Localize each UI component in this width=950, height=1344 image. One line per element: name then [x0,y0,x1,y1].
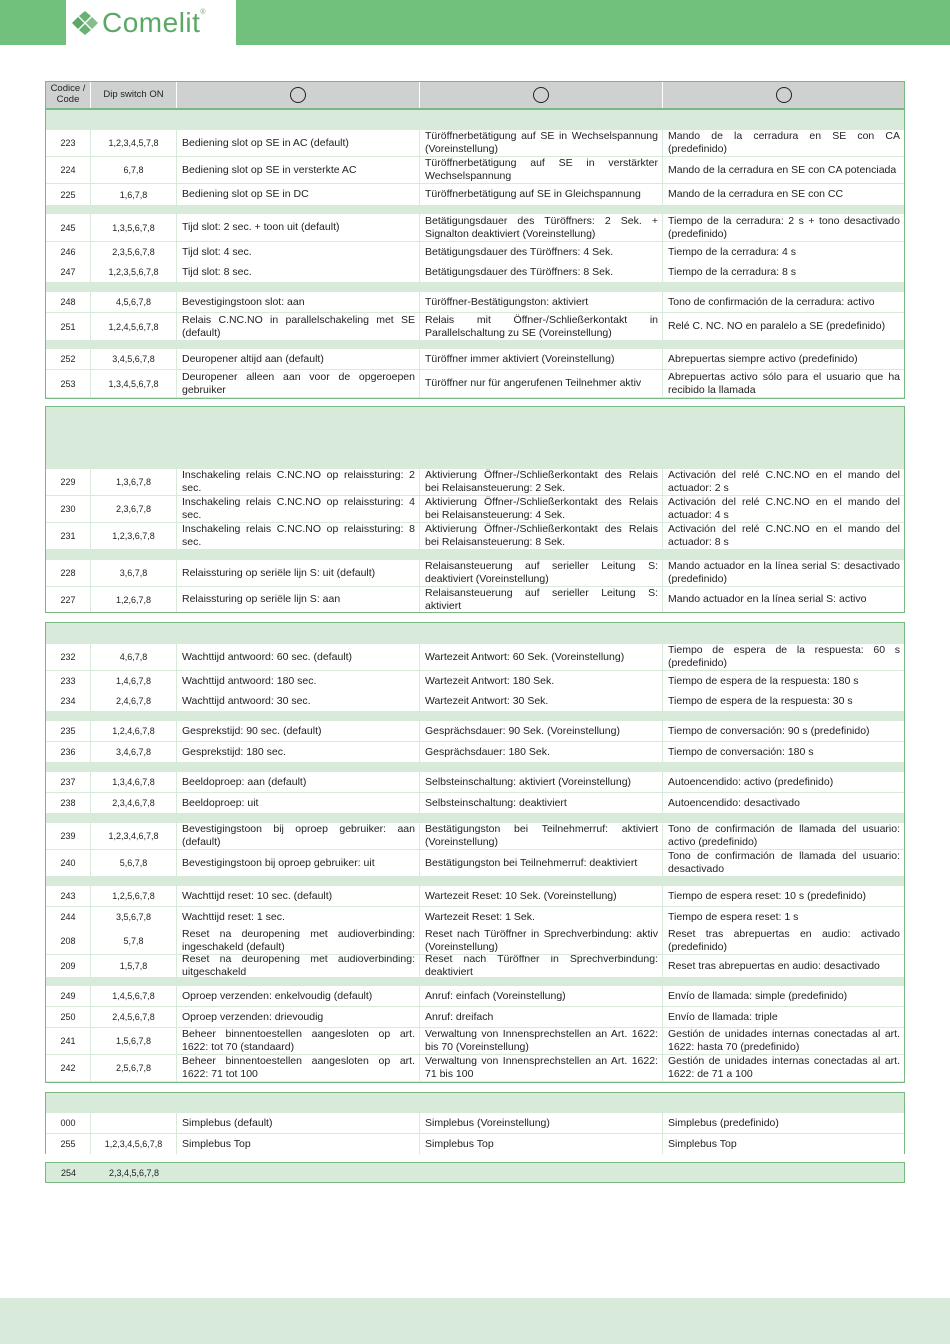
table-row [46,721,904,741]
dip-cell: 2,4,5,6,7,8 [91,1007,177,1027]
text-de-cell: Aktivierung Öffner-/Schließerkontakt des Relais bei Relaisansteuerung: 4 Sek. [420,496,663,522]
text-es-cell: Envío de llamada: triple [668,1010,778,1023]
dip-cell: 1,2,3,4,5,7,8 [91,130,177,156]
table-row [46,1007,904,1027]
text-de-cell [420,1163,663,1182]
text-de-cell: Relais mit Öffner-/Schließerkontakt in Parallelschaltung zu SE (Voreinstellung) [420,313,663,340]
text-es-cell: Mando de la cerradura en SE con CC [668,188,844,201]
text-de-cell: Türöffner-Bestätigungston: aktiviert [420,292,663,312]
dip-cell: 1,2,3,4,5,6,7,8 [91,1134,177,1154]
text-de-cell: Anruf: einfach (Voreinstellung) [420,986,663,1006]
dip-cell: 1,3,4,6,7,8 [91,772,177,792]
text-es-cell: Tiempo de espera de la respuesta: 180 s [668,674,859,687]
text-de-cell: Türöffner immer aktiviert (Voreinstellung) [420,349,663,369]
dip-cell: 1,3,4,5,6,7,8 [91,370,177,397]
code-cell: 229 [46,469,91,495]
text-de-cell: Bestätigungston bei Teilnehmerruf: deaktiviert [420,850,663,876]
dip-cell: 2,5,6,7,8 [91,1055,177,1081]
section-timing [45,622,905,1083]
circle-icon [776,87,792,103]
text-es-cell: Gestión de unidades internas conectadas al art. 1622: de 71 a 100 [668,1055,900,1080]
text-de-cell: Selbsteinschaltung: aktiviert (Voreinstellung) [420,772,663,792]
text-de-cell: Wartezeit Antwort: 180 Sek. [420,671,663,691]
text-nl-cell: Wachttijd antwoord: 180 sec. [177,671,420,691]
text-nl-cell: Wachttijd reset: 1 sec. [177,907,420,927]
text-nl-cell: Oproep verzenden: enkelvoudig (default) [177,986,420,1006]
registered-mark: ® [200,9,206,16]
text-de-cell: Gesprächsdauer: 180 Sek. [420,742,663,762]
text-nl-cell: Relais C.NC.NO in parallelschakeling met SE (default) [177,313,420,340]
text-es-cell: Activación del relé C.NC.NO en el mando del actuador: 2 s [668,469,900,494]
code-cell: 236 [46,742,91,762]
table-row [46,469,904,495]
text-nl-cell: Reset na deuropening met audioverbinding: uitgeschakeld [177,955,420,977]
table-row [46,587,904,612]
header-lang-de [420,82,663,108]
text-de-cell: Relaisansteuerung auf serieller Leitung S: deaktiviert (Voreinstellung) [420,560,663,586]
text-es-cell: Tiempo de espera de la respuesta: 30 s [668,694,853,707]
dip-cell: 2,3,5,6,7,8 [91,242,177,262]
code-cell: 224 [46,157,91,183]
code-cell: 209 [46,955,91,977]
dip-cell: 3,5,6,7,8 [91,907,177,927]
text-de-cell: Betätigungsdauer des Türöffners: 4 Sek. [420,242,663,262]
table-row [46,671,904,691]
code-cell: 242 [46,1055,91,1081]
circle-icon [533,87,549,103]
dip-cell: 1,2,3,5,6,7,8 [91,262,177,282]
header-dip: Dip switch ON [91,82,177,108]
text-es-cell: Abrepuertas activo sólo para el usuario que ha recibido la llamada [668,370,900,396]
text-es-cell: Tiempo de conversación: 180 s [668,745,814,758]
text-nl-cell: Oproep verzenden: drievoudig [177,1007,420,1027]
text-es-cell: Tono de confirmación de llamada del usuario: activo (predefinido) [668,823,900,848]
text-nl-cell: Gesprekstijd: 90 sec. (default) [177,721,420,741]
dip-cell: 6,7,8 [91,157,177,183]
dip-cell: 3,6,7,8 [91,560,177,586]
table-row [46,691,904,711]
text-nl-cell: Bevestigingstoon slot: aan [177,292,420,312]
text-es-cell: Mando de la cerradura en SE con CA (predefinido) [668,130,900,155]
text-de-cell: Betätigungsdauer des Türöffners: 8 Sek. [420,262,663,282]
table-row [46,313,904,340]
dip-cell: 1,2,3,4,6,7,8 [91,823,177,849]
text-es-cell [663,1163,904,1182]
text-es-cell: Envío de llamada: simple (predefinido) [668,989,848,1002]
text-es-cell: Tiempo de espera de la respuesta: 60 s (predefinido) [668,644,900,669]
comelit-logo [66,0,236,45]
code-cell: 230 [46,496,91,522]
dip-cell: 1,5,6,7,8 [91,1028,177,1054]
bottom-band [0,1298,950,1344]
text-es-cell: Tiempo de espera reset: 10 s (predefinido) [668,889,867,902]
text-nl-cell: Wachttijd antwoord: 30 sec. [177,691,420,711]
header-code: Codice / Code [46,82,91,108]
dip-cell: 1,6,7,8 [91,184,177,205]
text-nl-cell: Wachttijd reset: 10 sec. (default) [177,886,420,906]
text-de-cell: Bestätigungston bei Teilnehmerruf: aktiviert (Voreinstellung) [420,823,663,849]
code-cell: 254 [60,1167,77,1178]
code-cell: 228 [46,560,91,586]
dip-cell: 3,4,6,7,8 [91,742,177,762]
dip-cell: 5,6,7,8 [91,850,177,876]
text-nl-cell: Beeldoproep: uit [177,793,420,813]
text-de-cell: Türöffnerbetätigung auf SE in verstärkter Wechselspannung [420,157,663,183]
text-es-cell: Reset tras abrepuertas en audio: desactivado [668,959,880,972]
table-row [46,560,904,586]
text-es-cell: Tono de confirmación de llamada del usuario: desactivado [668,850,900,875]
text-es-cell: Tiempo de conversación: 90 s (predefinido) [668,724,870,737]
text-de-cell: Wartezeit Reset: 1 Sek. [420,907,663,927]
text-de-cell: Wartezeit Reset: 10 Sek. (Voreinstellung) [420,886,663,906]
table-row [46,1055,904,1081]
table-row [46,349,904,369]
table-row [46,823,904,849]
dip-cell: 2,3,4,5,6,7,8 [108,1167,160,1178]
table-row [46,1134,904,1154]
text-es-cell: Mando actuador en la línea serial S: activo [668,593,867,606]
dip-cell: 1,2,4,6,7,8 [91,721,177,741]
dip-cell: 3,4,5,6,7,8 [91,349,177,369]
table-row [46,886,904,906]
code-cell: 239 [46,823,91,849]
text-nl-cell [177,1163,420,1182]
code-cell: 253 [46,370,91,397]
table-row [46,793,904,813]
text-es-cell: Mando actuador en la línea serial S: desactivado (predefinido) [668,560,900,585]
text-nl-cell: Tijd slot: 4 sec. [177,242,420,262]
text-nl-cell: Bediening slot op SE in versterkte AC [177,157,420,183]
dip-cell: 1,5,7,8 [91,955,177,977]
table-row [46,927,904,954]
dip-cell: 1,3,5,6,7,8 [91,214,177,241]
text-es-cell: Mando de la cerradura en SE con CA potenciada [668,163,897,176]
code-cell: 208 [46,927,91,954]
text-de-cell: Relaisansteuerung auf serieller Leitung S: aktiviert [420,587,663,612]
text-nl-cell: Relaissturing op seriële lijn S: aan [177,587,420,612]
code-cell: 232 [46,644,91,670]
text-es-cell: Tono de confirmación de la cerradura: activo [668,295,875,308]
dip-cell: 1,2,3,6,7,8 [91,523,177,549]
dip-cell: 4,5,6,7,8 [91,292,177,312]
text-es-cell: Tiempo de la cerradura: 2 s + tono desactivado (predefinido) [668,214,900,240]
comelit-mark-icon [70,11,100,35]
text-nl-cell: Relaissturing op seriële lijn S: uit (default) [177,560,420,586]
table-row [46,184,904,205]
text-de-cell: Türöffnerbetätigung auf SE in Gleichspannung [420,184,663,205]
text-es-cell: Simplebus Top [668,1137,737,1150]
code-cell: 235 [46,721,91,741]
text-de-cell: Wartezeit Antwort: 30 Sek. [420,691,663,711]
code-cell: 241 [46,1028,91,1054]
text-nl-cell: Inschakeling relais C.NC.NO op relaissturing: 2 sec. [177,469,420,495]
dip-cell: 2,3,4,6,7,8 [91,793,177,813]
text-de-cell: Aktivierung Öffner-/Schließerkontakt des Relais bei Relaisansteuerung: 2 Sek. [420,469,663,495]
table-row [46,1113,904,1133]
table-row [46,523,904,549]
table-row [46,130,904,156]
table-row [46,292,904,312]
code-cell: 227 [46,587,91,612]
table-row [46,370,904,397]
table-row [46,214,904,241]
code-cell: 249 [46,986,91,1006]
code-cell: 248 [46,292,91,312]
code-cell: 251 [46,313,91,340]
text-de-cell: Selbsteinschaltung: deaktiviert [420,793,663,813]
text-de-cell: Simplebus Top [420,1134,663,1154]
header-lang-es [663,82,904,108]
text-de-cell: Türöffner nur für angerufenen Teilnehmer aktiv [420,370,663,397]
dip-cell: 2,4,6,7,8 [91,691,177,711]
dip-cell: 1,2,5,6,7,8 [91,886,177,906]
text-es-cell: Relé C. NC. NO en paralelo a SE (predefinido) [668,320,886,333]
text-nl-cell: Beeldoproep: aan (default) [177,772,420,792]
dip-cell: 2,3,6,7,8 [91,496,177,522]
code-cell: 250 [46,1007,91,1027]
text-de-cell: Betätigungsdauer des Türöffners: 2 Sek. + Signalton deaktiviert (Voreinstellung) [420,214,663,241]
code-cell: 238 [46,793,91,813]
dip-cell: 1,4,5,6,7,8 [91,986,177,1006]
text-de-cell: Anruf: dreifach [420,1007,663,1027]
table-row [46,850,904,876]
text-de-cell: Reset nach Türöffner in Sprechverbindung: aktiv (Voreinstellung) [420,927,663,954]
text-nl-cell: Simplebus (default) [177,1113,420,1133]
text-nl-cell: Beheer binnentoestellen aangesloten op art. 1622: tot 70 (standaard) [177,1028,420,1054]
table-row [46,157,904,183]
text-nl-cell: Bediening slot op SE in AC (default) [177,130,420,156]
section-simplebus [45,1092,905,1154]
code-cell: 252 [46,349,91,369]
code-cell: 245 [46,214,91,241]
text-nl-cell: Tijd slot: 8 sec. [177,262,420,282]
text-es-cell: Autoencendido: activo (predefinido) [668,775,834,788]
code-cell: 234 [46,691,91,711]
code-cell: 243 [46,886,91,906]
text-es-cell: Simplebus (predefinido) [668,1116,779,1129]
code-cell: 000 [46,1113,91,1133]
text-nl-cell: Wachttijd antwoord: 60 sec. (default) [177,644,420,670]
dip-cell: 4,6,7,8 [91,644,177,670]
section-254 [45,1162,905,1183]
code-cell: 244 [46,907,91,927]
text-nl-cell: Simplebus Top [177,1134,420,1154]
text-de-cell: Türöffnerbetätigung auf SE in Wechselspannung (Voreinstellung) [420,130,663,156]
text-de-cell: Wartezeit Antwort: 60 Sek. (Voreinstellung) [420,644,663,670]
dip-cell: 1,3,6,7,8 [91,469,177,495]
table-row [46,742,904,762]
table-row [46,986,904,1006]
dip-cell: 1,4,6,7,8 [91,671,177,691]
code-cell: 223 [46,130,91,156]
code-cell: 240 [46,850,91,876]
code-cell: 225 [46,184,91,205]
text-nl-cell: Deuropener alleen aan voor de opgeroepen gebruiker [177,370,420,397]
text-nl-cell: Gesprekstijd: 180 sec. [177,742,420,762]
code-cell: 233 [46,671,91,691]
code-cell: 246 [46,242,91,262]
code-cell: 237 [46,772,91,792]
table-row [46,496,904,522]
text-es-cell: Abrepuertas siempre activo (predefinido) [668,352,858,365]
header-lang-nl [177,82,420,108]
table-row [46,644,904,670]
dip-cell [91,1113,177,1133]
code-cell: 247 [46,262,91,282]
circle-icon [290,87,306,103]
text-de-cell: Verwaltung von Innensprechstellen an Art. 1622: 71 bis 100 [420,1055,663,1081]
code-cell: 255 [46,1134,91,1154]
text-es-cell: Activación del relé C.NC.NO en el mando del actuador: 8 s [668,523,900,548]
text-es-cell: Reset tras abrepuertas en audio: activado (predefinido) [668,927,900,953]
text-nl-cell: Deuropener altijd aan (default) [177,349,420,369]
text-nl-cell: Tijd slot: 2 sec. + toon uit (default) [177,214,420,241]
dip-cell: 5,7,8 [91,927,177,954]
dip-cell: 1,2,6,7,8 [91,587,177,612]
section-lock [45,109,905,399]
table-row [46,955,904,977]
table-row [46,1028,904,1054]
text-es-cell: Activación del relé C.NC.NO en el mando del actuador: 4 s [668,496,900,521]
dip-cell: 1,2,4,5,6,7,8 [91,313,177,340]
code-cell: 231 [46,523,91,549]
text-es-cell: Autoencendido: desactivado [668,796,800,809]
table-row [46,907,904,927]
section-relay [45,406,905,613]
text-es-cell: Tiempo de espera reset: 1 s [668,910,799,923]
text-nl-cell: Bevestigingstoon bij oproep gebruiker: uit [177,850,420,876]
text-de-cell: Simplebus (Voreinstellung) [420,1113,663,1133]
text-nl-cell: Beheer binnentoestellen aangesloten op art. 1622: 71 tot 100 [177,1055,420,1081]
table-row [46,262,904,282]
text-de-cell: Gesprächsdauer: 90 Sek. (Voreinstellung) [420,721,663,741]
text-de-cell: Reset nach Türöffner in Sprechverbindung: deaktiviert [420,955,663,977]
text-de-cell: Verwaltung von Innensprechstellen an Art. 1622: bis 70 (Voreinstellung) [420,1028,663,1054]
text-nl-cell: Inschakeling relais C.NC.NO op relaissturing: 4 sec. [177,496,420,522]
text-nl-cell: Inschakeling relais C.NC.NO op relaissturing: 8 sec. [177,523,420,549]
text-es-cell: Tiempo de la cerradura: 4 s [668,245,797,258]
text-nl-cell: Reset na deuropening met audioverbinding: ingeschakeld (default) [177,927,420,954]
table-row [46,1163,904,1182]
table-row [46,772,904,792]
text-nl-cell: Bevestigingstoon bij oproep gebruiker: aan (default) [177,823,420,849]
table-row [46,242,904,262]
text-de-cell: Aktivierung Öffner-/Schließerkontakt des Relais bei Relaisansteuerung: 8 Sek. [420,523,663,549]
text-es-cell: Tiempo de la cerradura: 8 s [668,265,797,278]
table-header [45,81,905,109]
brand-name: Comelit [102,6,201,38]
text-nl-cell: Bediening slot op SE in DC [177,184,420,205]
text-es-cell: Gestión de unidades internas conectadas al art. 1622: hasta 70 (predefinido) [668,1028,900,1053]
